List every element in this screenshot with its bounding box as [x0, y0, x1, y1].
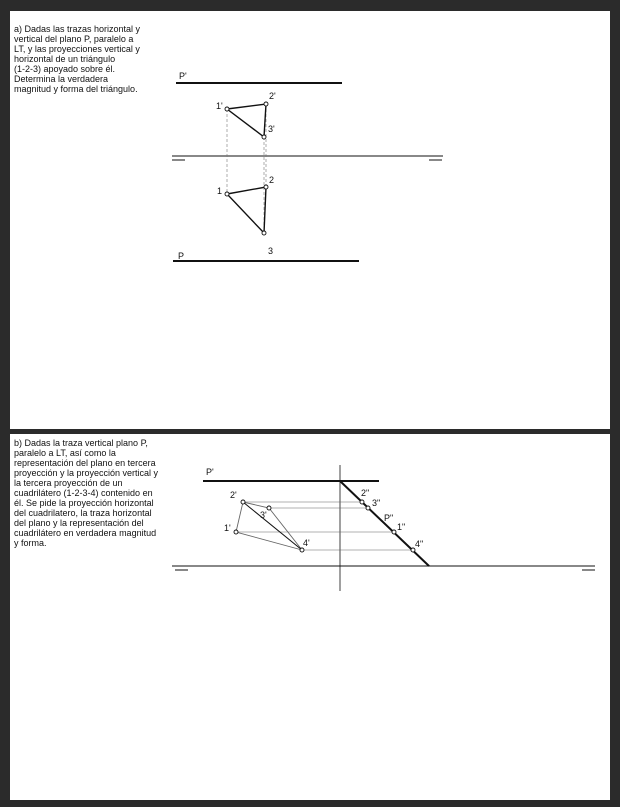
- quadrilateral-edge-2-4: [243, 502, 302, 550]
- point-2-profile-label: 2": [361, 488, 370, 498]
- triangle-horizontal-projection: [227, 187, 266, 233]
- point-1-vertical: [234, 530, 238, 534]
- point-3-horizontal-label: 3: [268, 246, 274, 256]
- point-4-profile-label: 4": [415, 539, 424, 549]
- problem-a-panel: [10, 11, 610, 429]
- point-1-vertical-label: 1': [224, 523, 231, 533]
- point-2-horizontal-label: 2: [269, 175, 275, 185]
- horizontal-trace-label: P: [178, 251, 185, 261]
- point-2-horizontal: [264, 185, 268, 189]
- point-1-profile: [392, 530, 396, 534]
- vertical-trace-label: P': [179, 71, 187, 81]
- point-1-vertical-label: 1': [216, 101, 223, 111]
- problem-a-statement: a) Dadas las trazas horizontal y vertical del plano P, paralelo a LT, y las proyecciones vertical y horizontal de un triángulo (1-2-3) apoyado sobre él. Determina la verdadera magnitud y forma del triángulo.: [14, 24, 141, 94]
- point-1-horizontal-label: 1: [217, 186, 223, 196]
- point-2-vertical-label: 2': [269, 91, 276, 101]
- point-3-vertical: [262, 135, 266, 139]
- problem-b-panel: [10, 434, 610, 800]
- profile-trace-label: P": [384, 513, 394, 523]
- point-2-vertical: [264, 102, 268, 106]
- point-3-vertical: [267, 506, 271, 510]
- point-2-vertical-label: 2': [230, 490, 237, 500]
- point-3-horizontal: [262, 231, 266, 235]
- vertical-trace-label: P': [206, 467, 214, 477]
- problem-a-drawing: [10, 11, 610, 429]
- point-1-horizontal: [225, 192, 229, 196]
- point-3-profile-label: 3": [372, 498, 381, 508]
- point-3-vertical-label: 3': [268, 124, 275, 134]
- problem-b-statement: b) Dadas la traza vertical plano P, paralelo a LT, así como la representación del plano en tercera proyección y la proyección vertical y la tercera proyección de un cuadrilátero (1-2-3-4) contenido en él. Se pide la proyección horizontal del cuadrilatero, la traza horizontal del plano y la representación del cuadrilátero en verdadera magnitud y forma.: [14, 438, 159, 548]
- profile-trace-line: [340, 481, 429, 566]
- point-3-vertical-label: 3': [260, 510, 267, 520]
- point-4-vertical: [300, 548, 304, 552]
- triangle-vertical-projection: [227, 104, 266, 137]
- point-1-profile-label: 1": [397, 522, 406, 532]
- problem-b-drawing: [10, 434, 610, 800]
- point-2-vertical: [241, 500, 245, 504]
- point-4-vertical-label: 4': [303, 538, 310, 548]
- point-1-vertical: [225, 107, 229, 111]
- point-3-profile: [366, 506, 370, 510]
- point-2-profile: [360, 500, 364, 504]
